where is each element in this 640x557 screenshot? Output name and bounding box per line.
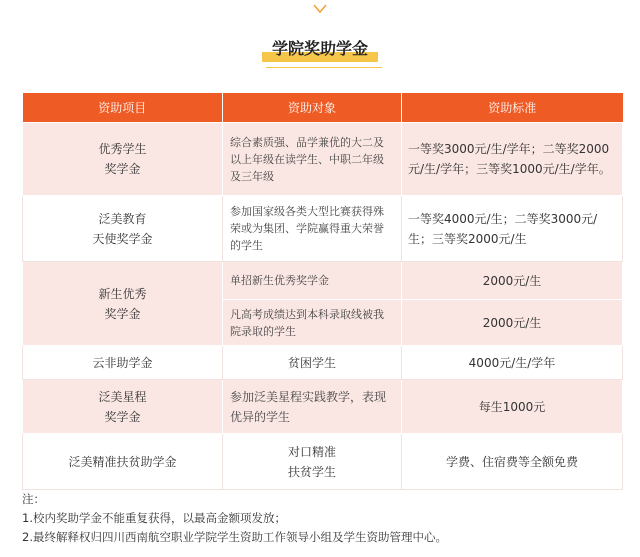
page-title: 学院奖助学金 — [266, 36, 374, 62]
target-cell: 单招新生优秀奖学金 — [223, 262, 402, 300]
project-cell: 泛美教育 天使奖学金 — [23, 196, 223, 262]
table-row — [23, 123, 623, 196]
standard-cell: 一等奖3000元/生/学年；二等奖2000元/生/学年；三等奖1000元/生/学年。 — [402, 123, 623, 196]
header-standard: 资助标准 — [402, 93, 623, 123]
note-item: 2.最终解释权归四川西南航空职业学院学生资助工作领导小组及学生资助管理中心。 — [22, 530, 447, 544]
title-container — [0, 36, 640, 62]
standard-cell: 每生1000元 — [402, 380, 623, 434]
table-row — [23, 346, 623, 380]
target-cell: 凡高考成绩达到本科录取线被我院录取的学生 — [223, 300, 402, 346]
notes-heading: 注： — [22, 492, 45, 506]
target-cell: 贫困学生 — [223, 346, 402, 380]
standard-cell: 2000元/生 — [402, 300, 623, 346]
target-cell: 参加国家级各类大型比赛获得殊荣或为集团、学院赢得重大荣誉的学生 — [223, 196, 402, 262]
table-header-row — [23, 93, 623, 123]
notes-section — [22, 490, 622, 547]
project-cell: 云非助学金 — [23, 346, 223, 380]
note-item: 1.校内奖助学金不能重复获得，以最高金额项发放； — [22, 511, 286, 525]
header-project: 资助项目 — [23, 93, 223, 123]
standard-cell: 4000元/生/学年 — [402, 346, 623, 380]
project-cell: 优秀学生 奖学金 — [23, 123, 223, 196]
project-cell: 新生优秀 奖学金 — [23, 262, 223, 346]
project-cell: 泛美星程 奖学金 — [23, 380, 223, 434]
standard-cell: 2000元/生 — [402, 262, 623, 300]
target-cell: 综合素质强、品学兼优的大二及以上年级在读学生、中职二年级及三年级 — [223, 123, 402, 196]
table-row — [23, 196, 623, 262]
scholarship-table — [22, 93, 623, 490]
table-row — [23, 262, 623, 300]
project-cell: 泛美精准扶贫助学金 — [23, 434, 223, 490]
table-row — [23, 380, 623, 434]
target-cell: 参加泛美星程实践教学，表现优异的学生 — [223, 380, 402, 434]
chevron-down-icon[interactable] — [312, 3, 328, 15]
standard-cell: 学费、住宿费等全额免费 — [402, 434, 623, 490]
header-target: 资助对象 — [223, 93, 402, 123]
target-cell: 对口精准 扶贫学生 — [223, 434, 402, 490]
standard-cell: 一等奖4000元/生；二等奖3000元/生；三等奖2000元/生 — [402, 196, 623, 262]
table-row — [23, 434, 623, 490]
